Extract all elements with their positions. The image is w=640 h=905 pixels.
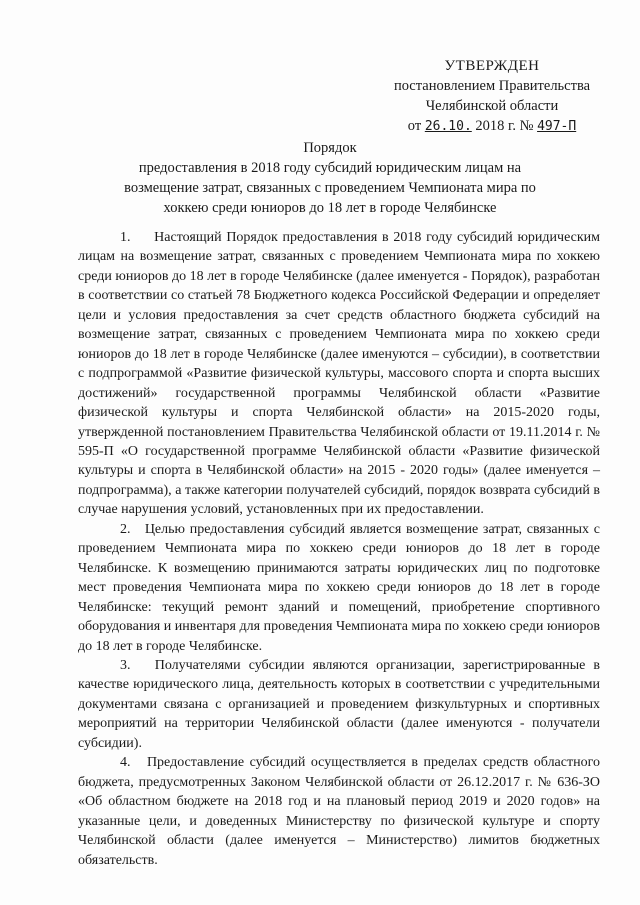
document-subtitle: предоставления в 2018 году субсидий юридическим лицам на возмещение затрат, связанных с проведением Чемпионата мира по хоккею среди юниоров до 18 лет в городе Челябинске — [124, 160, 536, 216]
document-title: Порядок — [303, 140, 357, 156]
approved-by-line: постановлением Правительства — [393, 78, 591, 94]
paragraph-1: 1. Настоящий Порядок предоставления в 2018 году субсидий юридическим лицам на возмещение затрат, связанных с проведением Чемпионата мира по хоккею среди юниоров до 18 лет в городе Челябинске (далее именуется - Порядок), разработан в соответствии со статьей 78 Бюджетного кодекса Российской Федерации и определяет цели и условия предоставления за счет средств областного бюджета субсидий на возмещение затрат, связанных с проведением Чемпионата мира по хоккею среди юниоров до 18 лет в городе Челябинске (далее именуются – субсидии), в соответствии с подпрограммой «Развитие физической культуры, массового спорта и спорта высших достижений» государственной программы Челябинской области «Развитие физической культуры и спорта Челябинской области» на 2015-2020 годы, утвержденной постановлением Правительства Челябинской области от 19.11.2014 г. № 595-П «О государственной программе Челябинской области «Развитие физической культуры и спорта в Челябинской области» на 2015 - 2020 годы» (далее именуется – подпрограмма), а также категории получателей субсидий, порядок возврата субсидий в случае нарушения условий, установленных при их предоставлении. — [78, 230, 600, 518]
date-suffix: 2018 г. № — [475, 118, 534, 134]
approval-block — [372, 56, 612, 137]
document-heading — [100, 138, 560, 218]
document-body — [78, 228, 600, 870]
approval-date: 26.10. — [424, 119, 472, 134]
approval-number: 497-П — [537, 119, 577, 134]
approval-date-line — [372, 116, 612, 137]
paragraph-4: 4. Предоставление субсидий осуществляется в пределах средств областного бюджета, предусмотренных Законом Челябинской области от 26.12.2017 г. № 636-ЗО «Об областном бюджете на 2018 год и на плановый период 2019 и 2020 годов» на указанные цели, и доведенных Министерству по физической культуре и спорту Челябинской области (далее именуется – Министерство) лимитов бюджетных обязательств. — [78, 755, 600, 868]
date-prefix: от — [407, 118, 422, 134]
paragraph-2: 2. Целью предоставления субсидий является возмещение затрат, связанных с проведением Чемпионата мира по хоккею среди юниоров до 18 лет в городе Челябинске. К возмещению принимаются затраты юридических лиц по подготовке мест проведения Чемпионата мира по хоккею среди юниоров до 18 лет в городе Челябинске: текущий ремонт зданий и помещений, приобретение спортивного оборудования и инвентаря для проведения Чемпионата мира по хоккею среди юниоров до 18 лет в городе Челябинске. — [78, 521, 600, 654]
approved-heading: УТВЕРЖДЕН — [444, 58, 540, 74]
paragraph-3: 3. Получателями субсидии являются организации, зарегистрированные в качестве юридического лица, деятельность которых в соответствии с учредительными документами связана с организацией и проведением физкультурных и спортивных мероприятий на территории Челябинской области (далее именуются - получатели субсидии). — [78, 657, 600, 751]
approved-region-line: Челябинской области — [425, 98, 559, 114]
